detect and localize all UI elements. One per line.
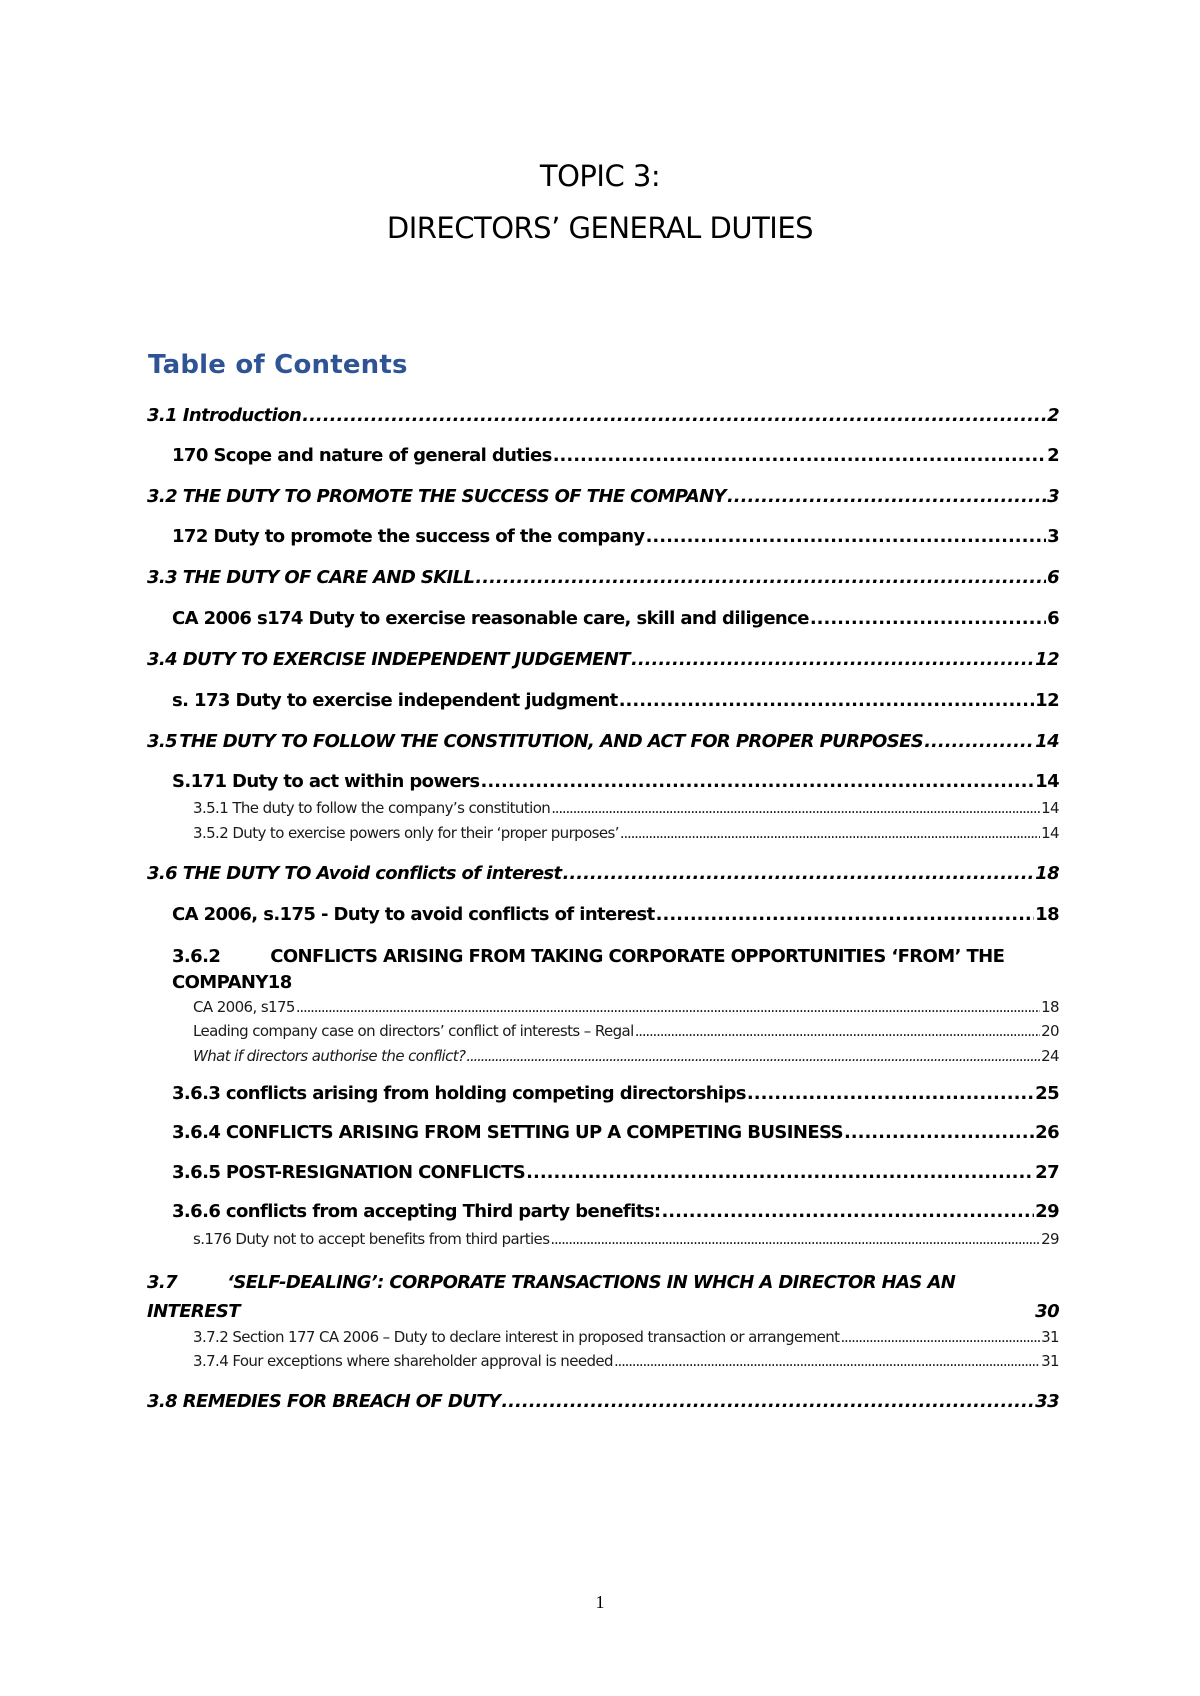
toc-entry-page: 31 [1041, 1352, 1059, 1370]
toc-entry-page: 14 [1041, 799, 1059, 817]
toc-leader [631, 649, 1034, 670]
toc-entry[interactable] [172, 1083, 1059, 1104]
toc-leader [501, 1391, 1034, 1412]
toc-leader [924, 731, 1034, 752]
toc-entry-page: 31 [1041, 1328, 1059, 1346]
toc-entry-page: 29 [1041, 1230, 1059, 1248]
toc-entry-page: 6 [1047, 567, 1059, 588]
toc-entry-page: 14 [1035, 771, 1059, 792]
toc-entry[interactable] [147, 405, 1059, 426]
toc-entry-page: 6 [1047, 608, 1059, 629]
toc-leader [475, 567, 1046, 588]
toc-entry-text: 3.6.4 CONFLICTS ARISING FROM SETTING UP A COMPETING BUSINESS [172, 1122, 843, 1143]
toc-entry-text: 3.8 REMEDIES FOR BREACH OF DUTY [147, 1391, 501, 1412]
toc-entry-text-cont: INTEREST [147, 1301, 240, 1322]
toc-leader [466, 1047, 1040, 1065]
toc-entry-text-cont: COMPANY [172, 972, 268, 993]
title-line-1: TOPIC 3: [539, 159, 661, 193]
toc-entry-page: 25 [1035, 1083, 1059, 1104]
toc-entry-page: 2 [1047, 405, 1059, 426]
toc-entry-text: ‘SELF-DEALING’: CORPORATE TRANSACTIONS IN WHCH A DIRECTOR HAS AN [227, 1272, 956, 1293]
toc-leader [840, 1328, 1040, 1346]
toc-entry[interactable] [147, 567, 1059, 588]
title-line-2: DIRECTORS’ GENERAL DUTIES [386, 211, 814, 245]
toc-leader [551, 799, 1040, 817]
toc-leader [563, 863, 1035, 884]
toc-leader [480, 771, 1034, 792]
toc-entry-page: 26 [1035, 1122, 1059, 1143]
toc-entry[interactable] [172, 904, 1059, 925]
document-title [0, 150, 1200, 254]
toc-leader [620, 824, 1040, 842]
toc-entry-text: What if directors authorise the conflict? [193, 1047, 466, 1065]
toc-entry[interactable] [172, 1201, 1059, 1222]
toc-leader [810, 608, 1046, 629]
toc-entry-page: 18 [267, 972, 292, 993]
toc-leader [727, 486, 1046, 507]
toc-entry-page: 24 [1041, 1047, 1059, 1065]
toc-entry-text: 3.7.2 Section 177 CA 2006 – Duty to declare interest in proposed transaction or arrangement [193, 1328, 840, 1346]
toc-entry-text: Leading company case on directors’ conflict of interests – Regal [193, 1022, 634, 1040]
toc-leader [646, 526, 1047, 547]
toc-entry[interactable] [193, 1230, 1059, 1248]
toc-entry-text: 3.2 THE DUTY TO PROMOTE THE SUCCESS OF THE COMPANY [147, 486, 726, 507]
toc-entry[interactable] [147, 863, 1059, 884]
toc-entry[interactable] [172, 690, 1059, 711]
toc-heading: Table of Contents [148, 350, 408, 380]
toc-entry-number: 3.6.2 [172, 946, 221, 967]
toc-entry[interactable] [172, 1162, 1059, 1183]
toc-entry-text: 3.5.2 Duty to exercise powers only for their ‘proper purposes’ [193, 824, 619, 842]
toc-entry[interactable] [172, 608, 1059, 629]
toc-entry-text: CONFLICTS ARISING FROM TAKING CORPORATE OPPORTUNITIES ‘FROM’ THE [270, 946, 1005, 967]
toc-entry-page: 14 [1041, 824, 1059, 842]
toc-entry-text: 3.3 THE DUTY OF CARE AND SKILL [147, 567, 475, 588]
toc-entry-page: 18 [1035, 863, 1059, 884]
toc-entry-page: 20 [1041, 1022, 1059, 1040]
toc-entry[interactable] [193, 1022, 1059, 1040]
toc-entry-page: 2 [1047, 445, 1059, 466]
toc-leader [302, 405, 1046, 426]
toc-entry-page: 18 [1035, 904, 1059, 925]
toc-leader [844, 1122, 1034, 1143]
toc-entry-text: CA 2006 s174 Duty to exercise reasonable care, skill and diligence [172, 608, 809, 629]
toc-entry-page: 3 [1047, 486, 1059, 507]
page-number: 1 [595, 1592, 605, 1612]
toc-entry-number: 3.5 [147, 731, 178, 752]
toc-entry-text: 3.6 THE DUTY TO Avoid conflicts of interest [147, 863, 562, 884]
toc-entry-page: 12 [1035, 690, 1059, 711]
toc-entry[interactable] [172, 1122, 1059, 1143]
toc-entry-text: 172 Duty to promote the success of the company [172, 526, 645, 547]
toc-leader [296, 998, 1040, 1016]
toc-entry[interactable] [193, 1352, 1059, 1370]
toc-entry-text: 3.6.5 POST-RESIGNATION CONFLICTS [172, 1162, 526, 1183]
toc-entry[interactable] [193, 799, 1059, 817]
toc-entry-text: 3.6.3 conflicts arising from holding competing directorships [172, 1083, 746, 1104]
toc-entry-page: 30 [1035, 1301, 1059, 1322]
toc-entry-line-1 [147, 1268, 1059, 1297]
toc-entry-text: 170 Scope and nature of general duties [172, 445, 552, 466]
toc-entry-text: 3.1 Introduction [147, 405, 302, 426]
toc-entry-text: 3.7.4 Four exceptions where shareholder approval is needed [193, 1352, 613, 1370]
toc-entry[interactable] [147, 1268, 1059, 1326]
toc-entry-text: 3.6.6 conflicts from accepting Third party benefits: [172, 1201, 661, 1222]
toc-entry[interactable] [147, 649, 1059, 670]
toc-entry-line-2 [147, 1297, 1059, 1326]
toc-leader [619, 690, 1034, 711]
toc-entry-text: THE DUTY TO FOLLOW THE CONSTITUTION, AND ACT FOR PROPER PURPOSES [179, 731, 924, 752]
toc-entry[interactable] [193, 824, 1059, 842]
toc-leader [553, 445, 1046, 466]
toc-entry-line-2 [172, 970, 1059, 996]
toc-entry[interactable] [172, 445, 1059, 466]
toc-leader [614, 1352, 1040, 1370]
toc-entry[interactable] [193, 1328, 1059, 1346]
toc-entry[interactable] [193, 998, 1059, 1016]
toc-entry-page: 33 [1035, 1391, 1059, 1412]
toc-entry[interactable] [147, 731, 1059, 752]
toc-entry[interactable] [147, 486, 1059, 507]
toc-entry-text: s.176 Duty not to accept benefits from third parties [193, 1230, 550, 1248]
toc-leader [747, 1083, 1034, 1104]
toc-entry-text: s. 173 Duty to exercise independent judgment [172, 690, 618, 711]
toc-entry-text: CA 2006, s175 [193, 998, 295, 1016]
toc-entry-page: 29 [1035, 1201, 1059, 1222]
toc-entry-page: 14 [1035, 731, 1059, 752]
toc-entry[interactable] [172, 771, 1059, 792]
toc-entry-page: 3 [1047, 526, 1059, 547]
toc-entry[interactable] [172, 526, 1059, 547]
toc-entry[interactable] [193, 1047, 1059, 1065]
toc-leader [550, 1230, 1040, 1248]
toc-entry-number: 3.7 [147, 1272, 178, 1293]
toc-leader [526, 1162, 1034, 1183]
toc-entry-page: 18 [1041, 998, 1059, 1016]
toc-leader [661, 1201, 1034, 1222]
toc-leader [635, 1022, 1040, 1040]
toc-entry-page: 12 [1035, 649, 1059, 670]
toc-entry-line-1 [172, 944, 1059, 970]
toc-entry[interactable] [172, 944, 1059, 996]
toc-entry[interactable] [147, 1391, 1059, 1412]
toc-entry-text: 3.5.1 The duty to follow the company’s constitution [193, 799, 551, 817]
toc-entry-text: 3.4 DUTY TO EXERCISE INDEPENDENT JUDGEMENT [147, 649, 630, 670]
toc-entry-text: S.171 Duty to act within powers [172, 771, 480, 792]
toc-entry-page: 27 [1035, 1162, 1059, 1183]
toc-entry-text: CA 2006, s.175 - Duty to avoid conflicts of interest [172, 904, 655, 925]
toc-leader [656, 904, 1034, 925]
